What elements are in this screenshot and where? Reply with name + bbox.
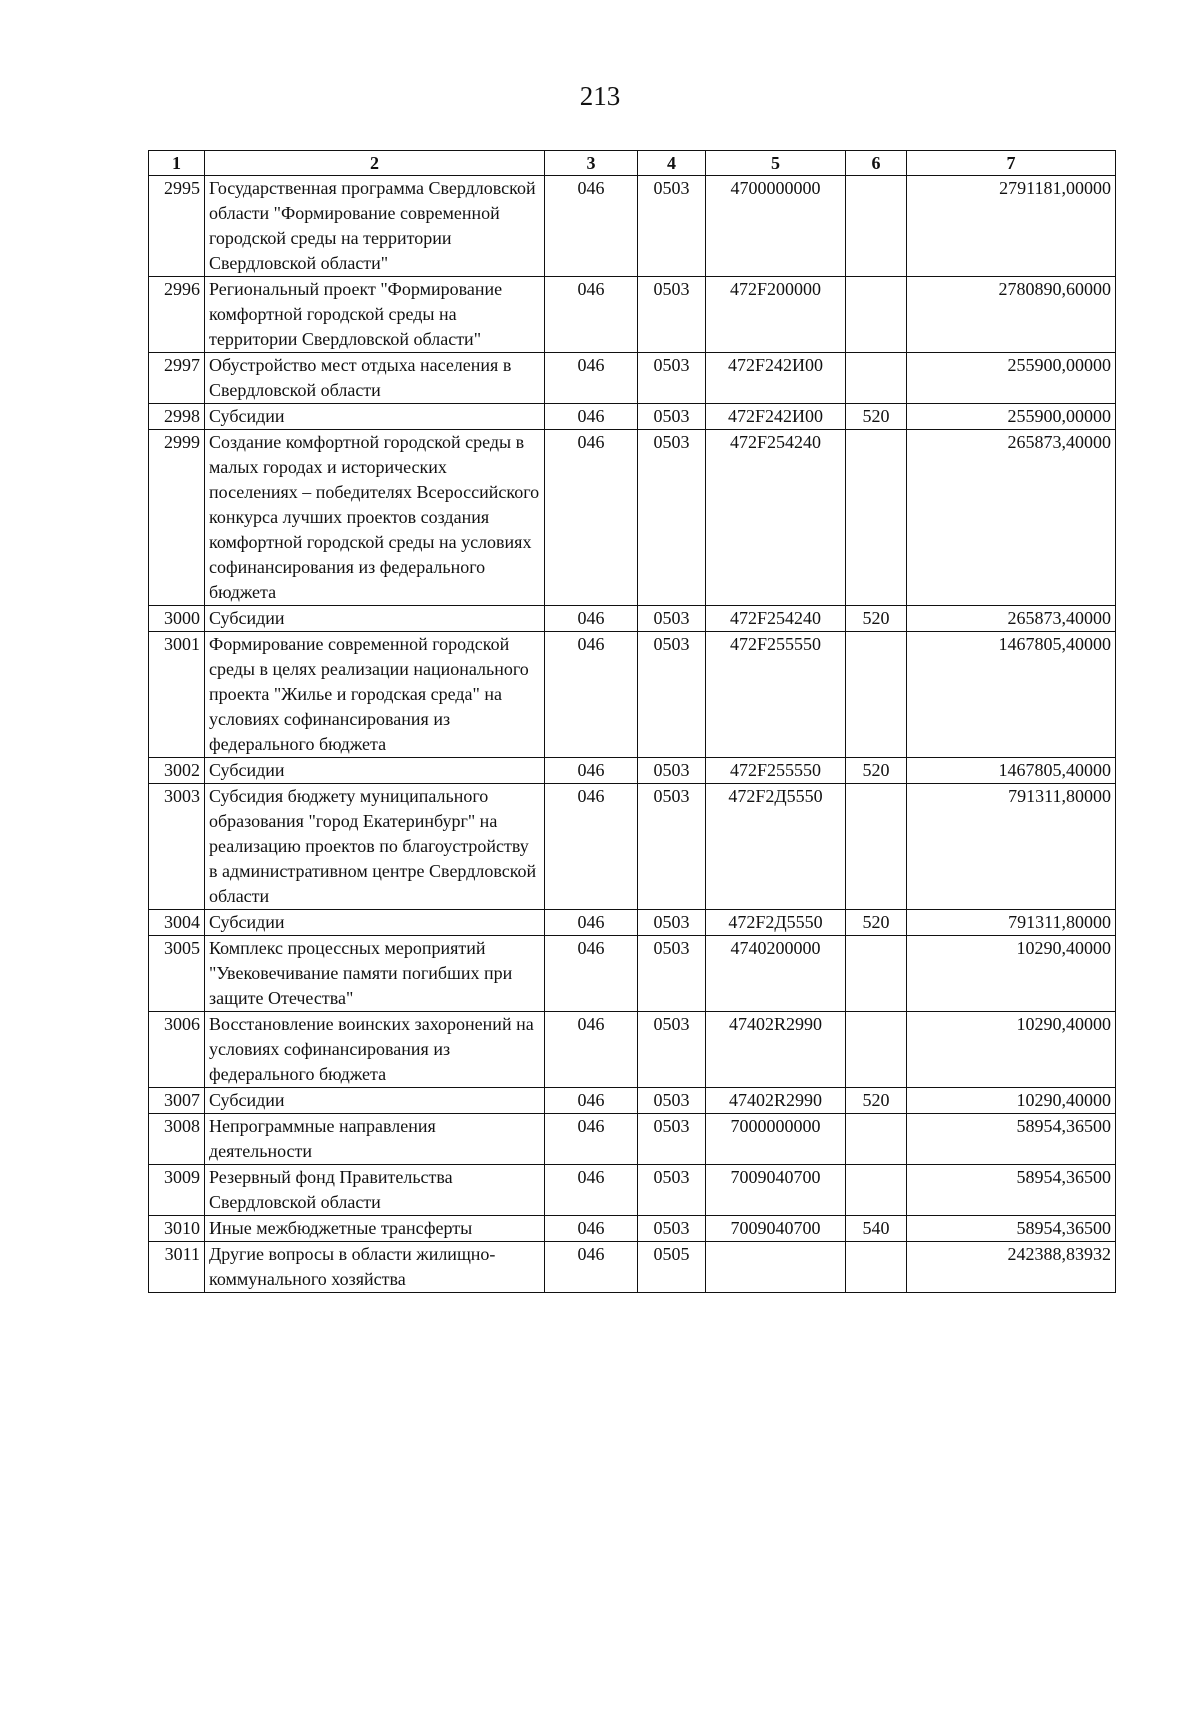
section-code: 0503 (638, 758, 706, 784)
target-code: 4700000000 (706, 176, 846, 277)
item-name: Субсидии (205, 404, 545, 430)
expense-type-code (846, 936, 907, 1012)
amount: 255900,00000 (907, 353, 1116, 404)
amount: 10290,40000 (907, 936, 1116, 1012)
item-name: Обустройство мест отдыха населения в Свердловской области (205, 353, 545, 404)
row-number: 3006 (149, 1012, 205, 1088)
target-code: 4740200000 (706, 936, 846, 1012)
admin-code: 046 (545, 758, 638, 784)
admin-code: 046 (545, 606, 638, 632)
target-code: 7009040700 (706, 1165, 846, 1216)
target-code: 472F255550 (706, 632, 846, 758)
row-number: 3011 (149, 1242, 205, 1293)
target-code: 472F2Д5550 (706, 784, 846, 910)
expense-type-code (846, 784, 907, 910)
admin-code: 046 (545, 404, 638, 430)
amount: 265873,40000 (907, 606, 1116, 632)
section-code: 0505 (638, 1242, 706, 1293)
target-code: 472F254240 (706, 430, 846, 606)
item-name: Иные межбюджетные трансферты (205, 1216, 545, 1242)
column-header: 1 (149, 151, 205, 176)
row-number: 2998 (149, 404, 205, 430)
expense-type-code: 520 (846, 1088, 907, 1114)
target-code: 7000000000 (706, 1114, 846, 1165)
amount: 265873,40000 (907, 430, 1116, 606)
admin-code: 046 (545, 277, 638, 353)
row-number: 2995 (149, 176, 205, 277)
section-code: 0503 (638, 176, 706, 277)
section-code: 0503 (638, 277, 706, 353)
section-code: 0503 (638, 910, 706, 936)
expense-type-code: 520 (846, 910, 907, 936)
expense-type-code (846, 176, 907, 277)
table-row (149, 277, 1116, 353)
column-header: 6 (846, 151, 907, 176)
item-name: Резервный фонд Правительства Свердловской области (205, 1165, 545, 1216)
row-number: 3009 (149, 1165, 205, 1216)
table-row (149, 1165, 1116, 1216)
table-row (149, 910, 1116, 936)
row-number: 3001 (149, 632, 205, 758)
table-row (149, 176, 1116, 277)
amount: 242388,83932 (907, 1242, 1116, 1293)
section-code: 0503 (638, 1216, 706, 1242)
table-row (149, 1088, 1116, 1114)
table-row (149, 1012, 1116, 1088)
row-number: 2997 (149, 353, 205, 404)
amount: 791311,80000 (907, 784, 1116, 910)
section-code: 0503 (638, 353, 706, 404)
target-code: 47402R2990 (706, 1012, 846, 1088)
admin-code: 046 (545, 1242, 638, 1293)
expense-type-code (846, 1114, 907, 1165)
column-header: 3 (545, 151, 638, 176)
expense-type-code: 520 (846, 404, 907, 430)
row-number: 3002 (149, 758, 205, 784)
amount: 58954,36500 (907, 1216, 1116, 1242)
admin-code: 046 (545, 1114, 638, 1165)
amount: 58954,36500 (907, 1114, 1116, 1165)
admin-code: 046 (545, 1088, 638, 1114)
row-number: 3000 (149, 606, 205, 632)
section-code: 0503 (638, 936, 706, 1012)
target-code: 472F242И00 (706, 353, 846, 404)
target-code: 472F254240 (706, 606, 846, 632)
amount: 10290,40000 (907, 1012, 1116, 1088)
target-code: 47402R2990 (706, 1088, 846, 1114)
item-name: Комплекс процессных мероприятий "Увековечивание памяти погибших при защите Отечества" (205, 936, 545, 1012)
expense-type-code: 520 (846, 606, 907, 632)
section-code: 0503 (638, 404, 706, 430)
expense-type-code (846, 277, 907, 353)
table-row (149, 430, 1116, 606)
amount: 1467805,40000 (907, 758, 1116, 784)
item-name: Региональный проект "Формирование комфортной городской среды на территории Свердловской области" (205, 277, 545, 353)
admin-code: 046 (545, 1216, 638, 1242)
row-number: 3003 (149, 784, 205, 910)
section-code: 0503 (638, 1088, 706, 1114)
item-name: Государственная программа Свердловской области "Формирование современной городской среды на территории Свердловской области" (205, 176, 545, 277)
table-row (149, 936, 1116, 1012)
header-row (149, 151, 1116, 176)
amount: 2780890,60000 (907, 277, 1116, 353)
expense-type-code: 540 (846, 1216, 907, 1242)
item-name: Другие вопросы в области жилищно-коммунального хозяйства (205, 1242, 545, 1293)
amount: 58954,36500 (907, 1165, 1116, 1216)
row-number: 2999 (149, 430, 205, 606)
table-row (149, 1114, 1116, 1165)
row-number: 3008 (149, 1114, 205, 1165)
target-code: 7009040700 (706, 1216, 846, 1242)
admin-code: 046 (545, 176, 638, 277)
admin-code: 046 (545, 910, 638, 936)
target-code: 472F242И00 (706, 404, 846, 430)
table-row (149, 1242, 1116, 1293)
target-code: 472F2Д5550 (706, 910, 846, 936)
section-code: 0503 (638, 784, 706, 910)
target-code (706, 1242, 846, 1293)
row-number: 3005 (149, 936, 205, 1012)
row-number: 3007 (149, 1088, 205, 1114)
column-header: 5 (706, 151, 846, 176)
admin-code: 046 (545, 1165, 638, 1216)
section-code: 0503 (638, 1165, 706, 1216)
item-name: Субсидии (205, 758, 545, 784)
section-code: 0503 (638, 632, 706, 758)
item-name: Восстановление воинских захоронений на условиях софинансирования из федерального бюджета (205, 1012, 545, 1088)
target-code: 472F255550 (706, 758, 846, 784)
column-header: 7 (907, 151, 1116, 176)
amount: 255900,00000 (907, 404, 1116, 430)
row-number: 2996 (149, 277, 205, 353)
table-row (149, 784, 1116, 910)
expense-type-code (846, 430, 907, 606)
section-code: 0503 (638, 606, 706, 632)
table-row (149, 758, 1116, 784)
row-number: 3004 (149, 910, 205, 936)
admin-code: 046 (545, 1012, 638, 1088)
amount: 2791181,00000 (907, 176, 1116, 277)
page-number: 213 (579, 81, 621, 111)
expense-type-code (846, 353, 907, 404)
expense-type-code (846, 1012, 907, 1088)
expense-type-code (846, 1165, 907, 1216)
table-row (149, 606, 1116, 632)
column-header: 2 (205, 151, 545, 176)
item-name: Субсидии (205, 1088, 545, 1114)
target-code: 472F200000 (706, 277, 846, 353)
item-name: Субсидия бюджету муниципального образования "город Екатеринбург" на реализацию проектов по благоустройству в административном центре Свердловской области (205, 784, 545, 910)
amount: 10290,40000 (907, 1088, 1116, 1114)
item-name: Субсидии (205, 606, 545, 632)
item-name: Субсидии (205, 910, 545, 936)
expense-type-code (846, 632, 907, 758)
admin-code: 046 (545, 936, 638, 1012)
admin-code: 046 (545, 784, 638, 910)
column-header: 4 (638, 151, 706, 176)
item-name: Создание комфортной городской среды в малых городах и исторических поселениях – победителях Всероссийского конкурса лучших проектов создания комфортной городской среды на условиях софинансирования из федерального бюджета (205, 430, 545, 606)
admin-code: 046 (545, 353, 638, 404)
table-body (149, 176, 1116, 1293)
table-row (149, 353, 1116, 404)
section-code: 0503 (638, 430, 706, 606)
item-name: Формирование современной городской среды в целях реализации национального проекта "Жилье и городская среда" на условиях софинансирования из федерального бюджета (205, 632, 545, 758)
item-name: Непрограммные направления деятельности (205, 1114, 545, 1165)
admin-code: 046 (545, 632, 638, 758)
admin-code: 046 (545, 430, 638, 606)
expense-type-code: 520 (846, 758, 907, 784)
amount: 1467805,40000 (907, 632, 1116, 758)
expense-type-code (846, 1242, 907, 1293)
table-row (149, 632, 1116, 758)
table-row (149, 1216, 1116, 1242)
section-code: 0503 (638, 1012, 706, 1088)
section-code: 0503 (638, 1114, 706, 1165)
table-row (149, 404, 1116, 430)
row-number: 3010 (149, 1216, 205, 1242)
amount: 791311,80000 (907, 910, 1116, 936)
budget-table (148, 150, 1116, 1293)
